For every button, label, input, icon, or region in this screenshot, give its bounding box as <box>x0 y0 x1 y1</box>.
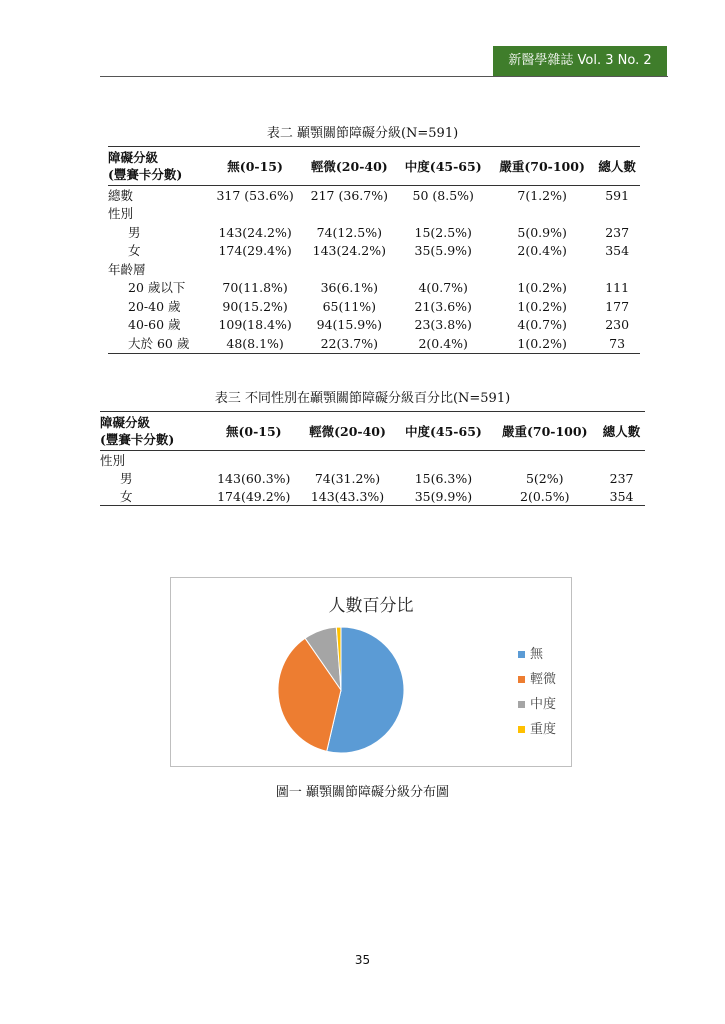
table-cell: 1(0.2%) <box>517 335 567 351</box>
row-label: 40-60 歲 <box>128 317 181 333</box>
table-row <box>108 297 640 316</box>
table-cell: 48(8.1%) <box>226 335 284 351</box>
row-label: 性別 <box>108 206 134 222</box>
table2-header: 總人數 <box>594 147 640 186</box>
table-row <box>108 260 640 279</box>
table-row <box>100 451 645 470</box>
legend-swatch <box>518 676 525 683</box>
table3 <box>100 411 645 506</box>
table-cell: 2(0.5%) <box>520 488 570 504</box>
table-cell <box>396 260 490 279</box>
table-cell: 217 (36.7%) <box>310 187 388 203</box>
table-cell: 2(0.4%) <box>517 243 567 259</box>
table2-header: 嚴重(70-100) <box>490 147 594 186</box>
page-number: 35 <box>354 953 371 967</box>
row-label: 年齡層 <box>108 261 146 277</box>
table-cell: 4(0.7%) <box>517 317 567 333</box>
table-cell: 143(43.3%) <box>310 488 385 504</box>
table2 <box>108 146 640 354</box>
table-cell: 237 <box>609 470 634 486</box>
table-cell: 143(24.2%) <box>218 224 292 240</box>
table-cell <box>396 205 490 224</box>
legend-label: 重度 <box>530 722 557 737</box>
table-cell: 7(1.2%) <box>517 187 567 203</box>
table-cell <box>491 451 598 470</box>
table-cell <box>490 260 594 279</box>
table3-header: 嚴重(70-100) <box>491 412 598 451</box>
table-row <box>108 223 640 242</box>
table-cell <box>208 451 300 470</box>
row-label: 男 <box>128 224 141 240</box>
table2-header: 中度(45-65) <box>396 147 490 186</box>
table-cell: 143(24.2%) <box>312 243 386 259</box>
header-rule <box>100 76 668 77</box>
table-cell <box>300 451 396 470</box>
row-label: 20 歲以下 <box>128 280 186 296</box>
table-cell <box>302 260 396 279</box>
table-cell <box>395 451 491 470</box>
pie-chart-figure <box>170 577 572 767</box>
table-cell: 73 <box>609 335 626 351</box>
table-cell: 177 <box>605 298 630 314</box>
table3-header: 總人數 <box>598 412 645 451</box>
table-cell: 22(3.7%) <box>320 335 379 351</box>
table-cell: 74(12.5%) <box>316 224 382 240</box>
legend-item <box>518 693 556 712</box>
table2-header: 障礙分級 (豐賽卡分數) <box>108 147 208 186</box>
legend-item <box>518 718 556 737</box>
legend-label: 輕微 <box>530 672 557 687</box>
row-label: 性別 <box>100 452 126 468</box>
legend-swatch <box>518 701 525 708</box>
table-cell: 111 <box>605 280 630 296</box>
table-cell: 94(15.9%) <box>316 317 382 333</box>
chart-title: 人數百分比 <box>328 596 414 616</box>
row-label: 女 <box>120 488 133 504</box>
row-label: 總數 <box>108 187 134 203</box>
table3-header: 中度(45-65) <box>395 412 491 451</box>
legend-swatch <box>518 651 525 658</box>
row-label: 男 <box>120 470 133 486</box>
table2-caption: 表二 顳顎關節障礙分級(N=591) <box>266 126 459 141</box>
table-cell: 36(6.1%) <box>320 280 379 296</box>
row-label: 20-40 歲 <box>128 298 181 314</box>
legend-swatch <box>518 726 525 733</box>
table3-header: 輕微(20-40) <box>300 412 396 451</box>
table3-caption: 表三 不同性別在顳顎關節障礙分級百分比(N=591) <box>214 391 511 406</box>
table-cell: 35(5.9%) <box>414 243 472 259</box>
table-cell: 65(11%) <box>322 298 377 314</box>
table-cell <box>302 205 396 224</box>
table-cell <box>208 205 302 224</box>
table2-header: 無(0-15) <box>208 147 302 186</box>
table-row <box>108 205 640 224</box>
table-cell: 174(49.2%) <box>217 488 291 504</box>
row-label: 女 <box>128 243 141 259</box>
table-cell <box>594 260 640 279</box>
table-cell: 317 (53.6%) <box>216 187 294 203</box>
table-row <box>108 316 640 335</box>
table-cell: 591 <box>605 187 630 203</box>
legend-item <box>518 643 543 662</box>
table-cell <box>598 451 645 470</box>
table-cell <box>594 205 640 224</box>
table-row <box>108 186 640 205</box>
table-row <box>100 487 645 506</box>
table-cell: 1(0.2%) <box>517 280 567 296</box>
table-cell: 230 <box>605 317 630 333</box>
table-cell: 21(3.6%) <box>414 298 472 314</box>
table-cell: 1(0.2%) <box>517 298 567 314</box>
journal-header: 新醫學雜誌 Vol. 3 No. 2 <box>493 46 667 76</box>
table-row <box>108 242 640 261</box>
table3-header: 障礙分級 (豐賽卡分數) <box>100 412 208 451</box>
table-cell: 15(2.5%) <box>414 224 472 240</box>
table-cell <box>490 205 594 224</box>
figure-caption: 圖一 顳顎關節障礙分級分布圖 <box>275 785 450 800</box>
table-cell: 174(29.4%) <box>218 243 292 259</box>
table-cell: 74(31.2%) <box>314 470 381 486</box>
legend-item <box>518 668 556 687</box>
row-label: 大於 60 歲 <box>128 335 190 351</box>
pie-chart <box>171 578 571 766</box>
table-cell: 15(6.3%) <box>414 470 473 486</box>
table-cell: 50 (8.5%) <box>412 187 474 203</box>
table-cell: 4(0.7%) <box>418 280 468 296</box>
table-cell: 354 <box>609 488 634 504</box>
table-cell: 5(2%) <box>525 470 564 486</box>
table-cell: 90(15.2%) <box>222 298 288 314</box>
table-cell: 237 <box>605 224 630 240</box>
legend-label: 無 <box>530 647 544 662</box>
table-cell: 70(11.8%) <box>222 280 288 296</box>
table-row <box>108 334 640 353</box>
table-cell: 109(18.4%) <box>218 317 292 333</box>
table-row <box>108 279 640 298</box>
table-cell: 2(0.4%) <box>418 335 468 351</box>
table-cell: 143(60.3%) <box>217 470 291 486</box>
table-row <box>100 469 645 487</box>
table-cell <box>208 260 302 279</box>
table-cell: 354 <box>605 243 630 259</box>
legend-label: 中度 <box>530 697 557 712</box>
table2-header: 輕微(20-40) <box>302 147 396 186</box>
table-cell: 35(9.9%) <box>414 488 473 504</box>
table-cell: 23(3.8%) <box>414 317 472 333</box>
table3-header: 無(0-15) <box>208 412 300 451</box>
table-cell: 5(0.9%) <box>517 224 567 240</box>
